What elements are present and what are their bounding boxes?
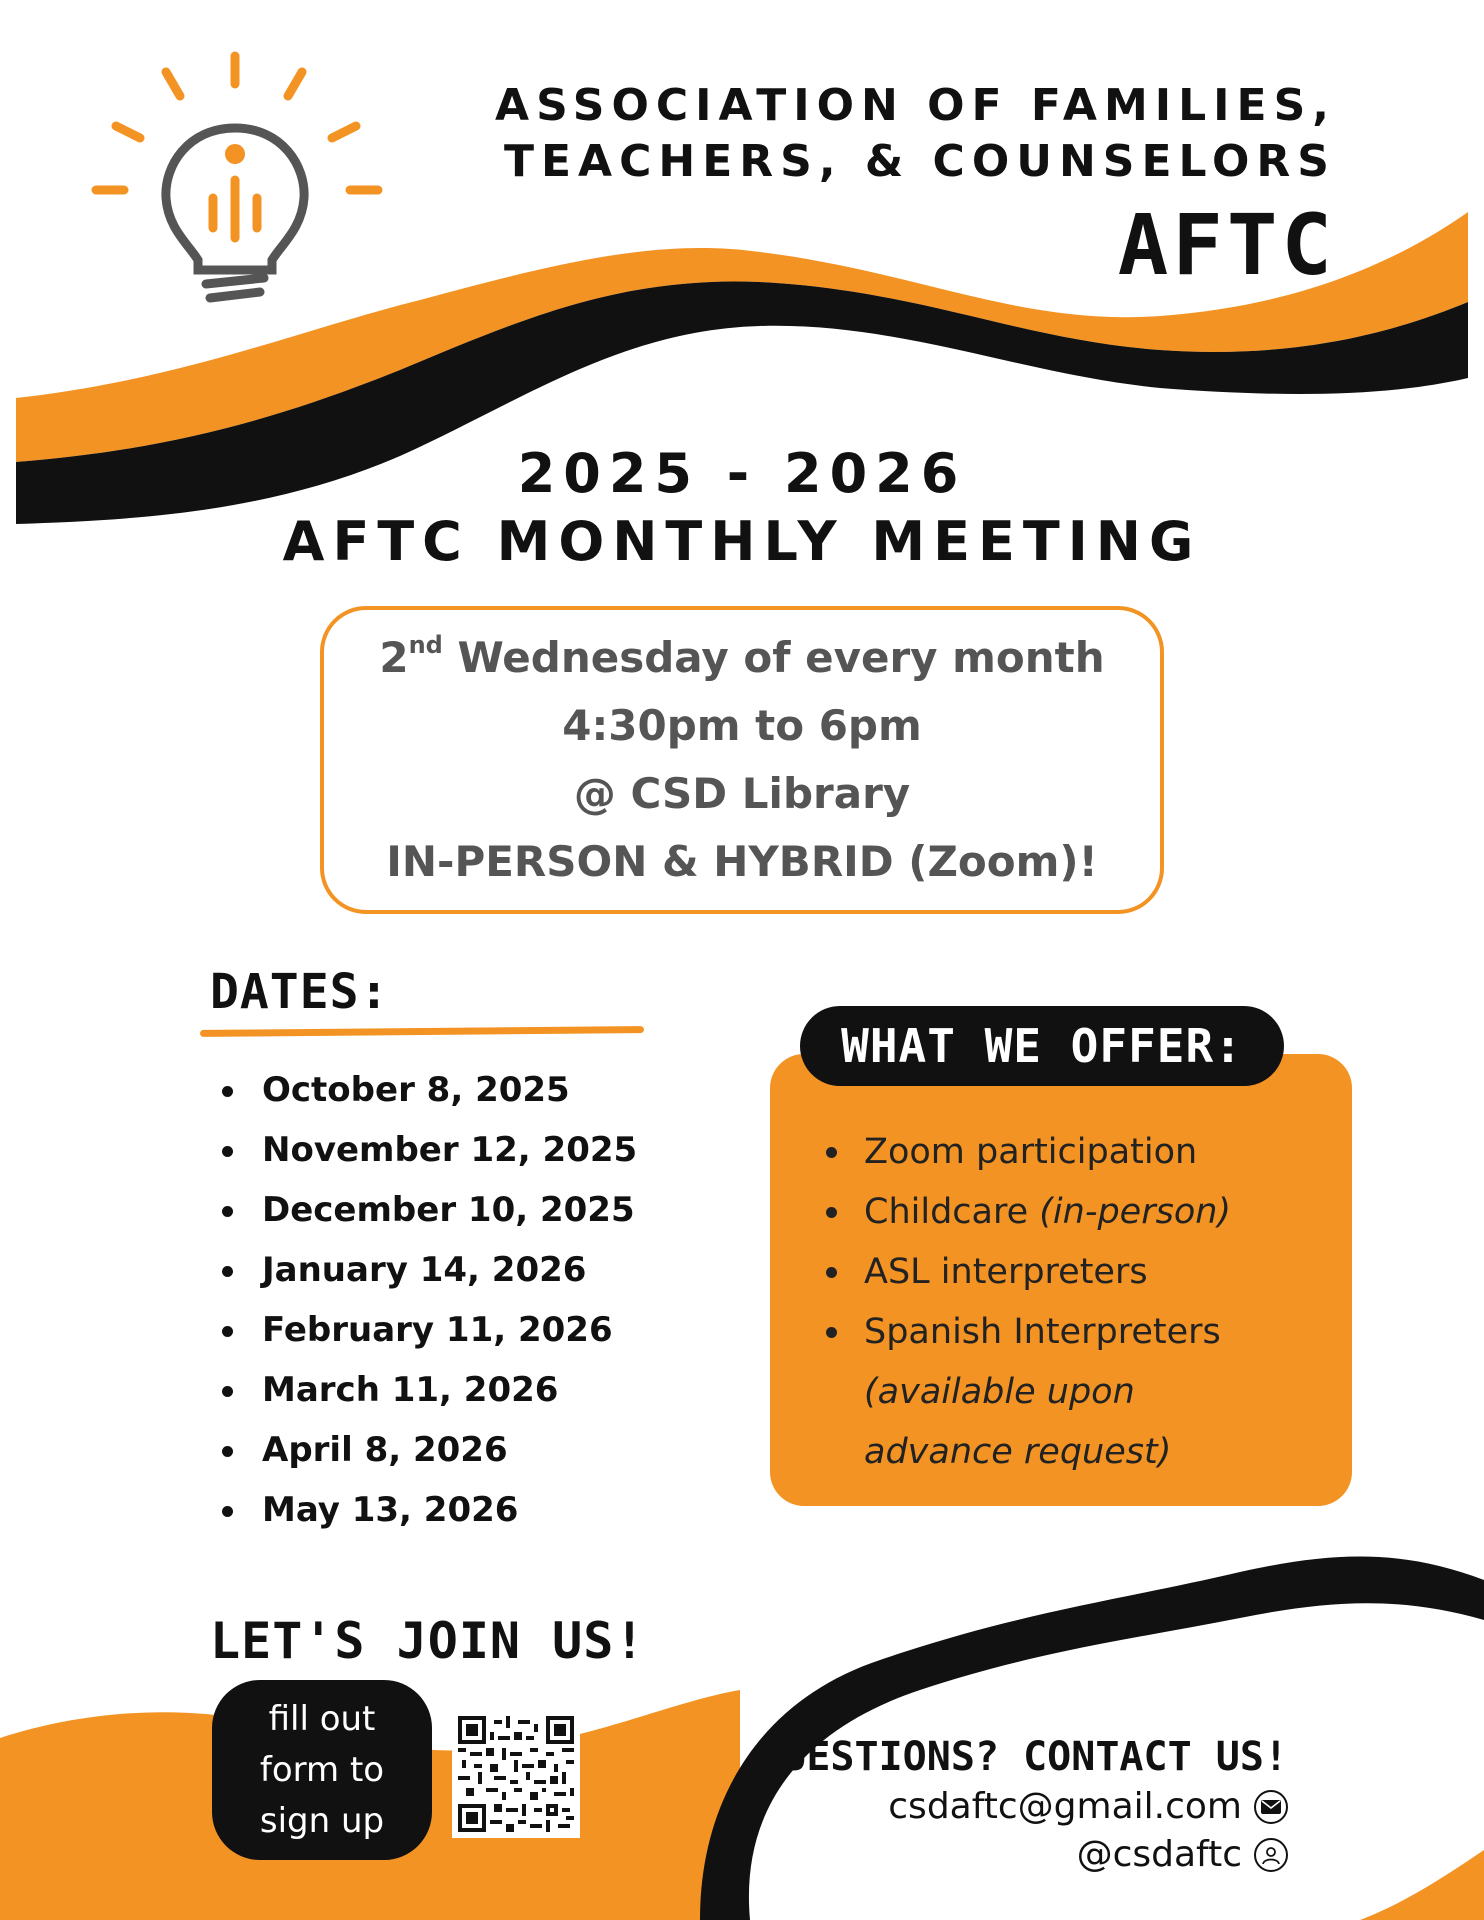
offer-item bbox=[824, 1122, 1231, 1182]
offer-item-note-line1: (available upon bbox=[864, 1372, 1135, 1412]
lightbulb-logo-icon bbox=[88, 48, 388, 308]
date-item: May 13, 2026 bbox=[220, 1480, 637, 1540]
signup-line3: sign up bbox=[259, 1800, 385, 1841]
contact-email[interactable]: csdaftc@gmail.com bbox=[888, 1786, 1242, 1827]
org-name-line1: ASSOCIATION OF FAMILIES, bbox=[495, 80, 1336, 131]
schedule-rest: Wednesday of every month bbox=[442, 633, 1105, 682]
date-list bbox=[220, 1060, 637, 1540]
org-name-line2: TEACHERS, & COUNSELORS bbox=[503, 136, 1336, 187]
organization-abbreviation: AFTC bbox=[1117, 196, 1336, 294]
date-item: January 14, 2026 bbox=[220, 1240, 637, 1300]
contact-social-handle[interactable]: @csdaftc bbox=[1076, 1834, 1242, 1875]
meeting-location: @ CSD Library bbox=[573, 769, 911, 818]
schedule-ordinal: 2 bbox=[379, 633, 409, 682]
offer-heading: WHAT WE OFFER: bbox=[800, 1006, 1284, 1086]
contact-email-row[interactable] bbox=[888, 1786, 1288, 1827]
envelope-icon bbox=[1254, 1790, 1288, 1824]
qr-code[interactable] bbox=[452, 1710, 580, 1838]
date-item: April 8, 2026 bbox=[220, 1420, 637, 1480]
schedule-suffix: nd bbox=[408, 631, 443, 659]
date-item: December 10, 2025 bbox=[220, 1180, 637, 1240]
meeting-format: IN-PERSON & HYBRID (Zoom)! bbox=[386, 837, 1098, 886]
date-item: March 11, 2026 bbox=[220, 1360, 637, 1420]
date-item: February 11, 2026 bbox=[220, 1300, 637, 1360]
offer-item-note-line2: advance request) bbox=[864, 1432, 1172, 1472]
signup-line2: form to bbox=[259, 1749, 385, 1790]
signup-line1: fill out bbox=[268, 1698, 376, 1739]
dates-heading: DATES: bbox=[210, 964, 390, 1020]
meeting-schedule bbox=[379, 624, 1104, 692]
meeting-info-box bbox=[320, 606, 1164, 914]
offer-item-text: Zoom participation bbox=[864, 1132, 1198, 1172]
date-item: November 12, 2025 bbox=[220, 1120, 637, 1180]
title-years: 2025 - 2026 bbox=[517, 442, 967, 505]
organization-name bbox=[495, 78, 1336, 190]
offer-item bbox=[824, 1242, 1231, 1302]
date-item: October 8, 2025 bbox=[220, 1060, 637, 1120]
offer-item-text: Spanish Interpreters bbox=[864, 1312, 1221, 1352]
offer-list bbox=[824, 1122, 1231, 1482]
contact-social-row[interactable] bbox=[1077, 1834, 1288, 1875]
page-title bbox=[0, 440, 1484, 576]
title-meeting: AFTC MONTHLY MEETING bbox=[282, 510, 1202, 573]
meeting-time: 4:30pm to 6pm bbox=[562, 701, 922, 750]
offer-item-note: (in-person) bbox=[1039, 1192, 1232, 1232]
signup-button[interactable] bbox=[212, 1680, 432, 1860]
offer-item bbox=[824, 1182, 1231, 1242]
bottom-right-orange-corner bbox=[1360, 1850, 1484, 1920]
qr-code-icon bbox=[458, 1716, 574, 1832]
user-icon bbox=[1254, 1838, 1288, 1872]
offer-item bbox=[824, 1302, 1231, 1482]
contact-heading: QUESTIONS? CONTACT US! bbox=[758, 1734, 1288, 1780]
offer-item-text: Childcare bbox=[864, 1192, 1040, 1232]
join-heading: LET'S JOIN US! bbox=[210, 1612, 646, 1670]
offer-item-text: ASL interpreters bbox=[864, 1252, 1148, 1292]
